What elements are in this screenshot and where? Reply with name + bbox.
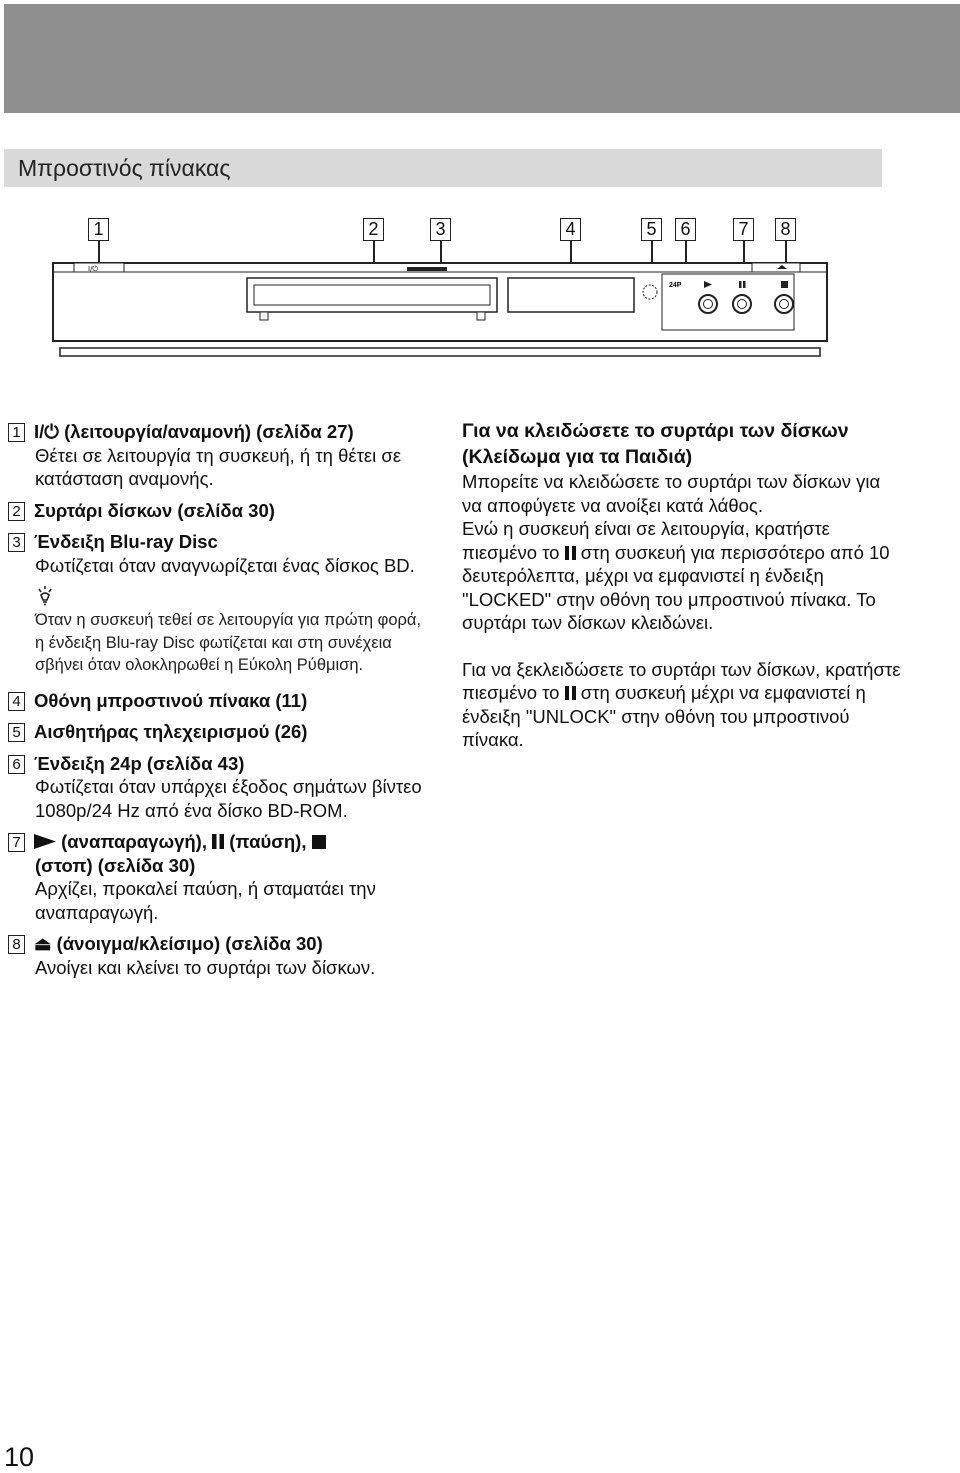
header-bar — [4, 4, 960, 113]
section-header — [4, 149, 882, 187]
callout-7: 7 — [733, 218, 754, 241]
item-description: Φωτίζεται όταν υπάρχει έξοδος σημάτων βίντεο 1080p/24 Hz από ένα δίσκο BD-ROM. — [35, 776, 422, 821]
list-item — [8, 420, 428, 491]
list-item — [8, 830, 428, 924]
callout-5: 5 — [641, 218, 662, 241]
tip-text: Όταν η συσκευή τεθεί σε λειτουργία για πρώτη φορά, η ένδειξη Blu-ray Disc φωτίζεται και στη συνέχεια σβήνει όταν ολοκληρωθεί η Εύκολη Ρύθμιση. — [35, 611, 422, 674]
list-item — [8, 752, 428, 823]
item-title: Αισθητήρας τηλεχειρισμού (26) — [34, 721, 308, 742]
list-item — [8, 499, 428, 523]
item-number: 3 — [8, 533, 25, 552]
item-title: Οθόνη μπροστινού πίνακα (11) — [34, 689, 308, 711]
list-item — [8, 530, 428, 577]
list-item — [8, 932, 428, 979]
callout-6: 6 — [675, 218, 696, 241]
item-number: 4 — [8, 692, 25, 711]
child-lock-heading: Για να κλειδώσετε το συρτάρι των δίσκων (Κλείδωμα για τα Παιδιά) — [462, 420, 849, 468]
item-number: 1 — [8, 423, 25, 442]
front-panel-illustration — [52, 262, 828, 358]
callout-8: 8 — [775, 218, 796, 241]
tip-note — [8, 585, 428, 677]
item-title-play: (αναπαραγωγή), — [61, 831, 207, 852]
callout-1: 1 — [88, 218, 109, 241]
child-lock-section — [462, 418, 902, 752]
paragraph: Ενώ η συσκευή είναι σε λειτουργία, κρατήστε πιεσμένο το στη συσκευή για περισσότερο από 10 δευτερόλεπτα, μέχρι να εμφανιστεί η ένδειξη "LOCKED" στην οθόνη του μπροστινού πίνακα. Το συρτάρι των δίσκων κλειδώνει. — [462, 518, 890, 633]
callout-3: 3 — [430, 218, 451, 241]
item-title: Συρτάρι δίσκων (σελίδα 30) — [34, 499, 275, 521]
list-item — [8, 689, 428, 713]
pause-icon — [212, 834, 224, 849]
pause-icon — [565, 686, 576, 700]
item-number: 7 — [8, 833, 25, 852]
eject-icon: ⏏ — [34, 933, 52, 954]
paragraph: Μπορείτε να κλειδώσετε το συρτάρι των δίσκων για να αποφύγετε να ανοίξει κατά λάθος. — [462, 471, 881, 516]
item-description: Ανοίγει και κλείνει το συρτάρι των δίσκων. — [35, 956, 376, 978]
item-title-stop: (στοπ) (σελίδα 30) — [35, 854, 196, 876]
item-title: (λειτουργία/αναμονή) (σελίδα 27) — [64, 421, 354, 442]
play-icon — [34, 834, 56, 849]
power-icon: I/⏻ — [34, 421, 59, 442]
stop-icon — [312, 835, 326, 849]
paragraph: Για να ξεκλειδώσετε το συρτάρι των δίσκων, κρατήστε πιεσμένο το στη συσκευή μέχρι να εμφανιστεί η ένδειξη "UNLOCK" στην οθόνη του μπροστινού πίνακα. — [462, 658, 901, 750]
item-description: Φωτίζεται όταν αναγνωρίζεται ένας δίσκος BD. — [35, 554, 415, 576]
callout-4: 4 — [560, 218, 581, 241]
item-description: Θέτει σε λειτουργία τη συσκευή, ή τη θέτει σε κατάσταση αναμονής. — [35, 444, 402, 489]
list-item — [8, 720, 428, 744]
item-number: 6 — [8, 755, 25, 774]
item-description: Αρχίζει, προκαλεί παύση, ή σταματάει την αναπαραγωγή. — [35, 878, 376, 923]
item-number: 5 — [8, 723, 25, 742]
item-title: Ένδειξη 24p (σελίδα 43) — [34, 752, 245, 774]
section-title: Μπροστινός πίνακας — [18, 155, 231, 181]
item-number: 8 — [8, 935, 25, 954]
svg-text:24P: 24P — [669, 282, 682, 289]
item-title-pause: (παύση), — [229, 831, 307, 852]
svg-text:I/⏻: I/⏻ — [88, 265, 98, 273]
callout-2: 2 — [363, 218, 384, 241]
item-title: Ένδειξη Blu-ray Disc — [34, 531, 218, 552]
item-number: 2 — [8, 502, 25, 521]
lightbulb-icon — [35, 585, 55, 607]
item-list — [8, 420, 428, 987]
page-number: 10 — [4, 1442, 35, 1472]
item-title: (άνοιγμα/κλείσιμο) (σελίδα 30) — [56, 933, 323, 954]
pause-icon — [565, 546, 576, 560]
